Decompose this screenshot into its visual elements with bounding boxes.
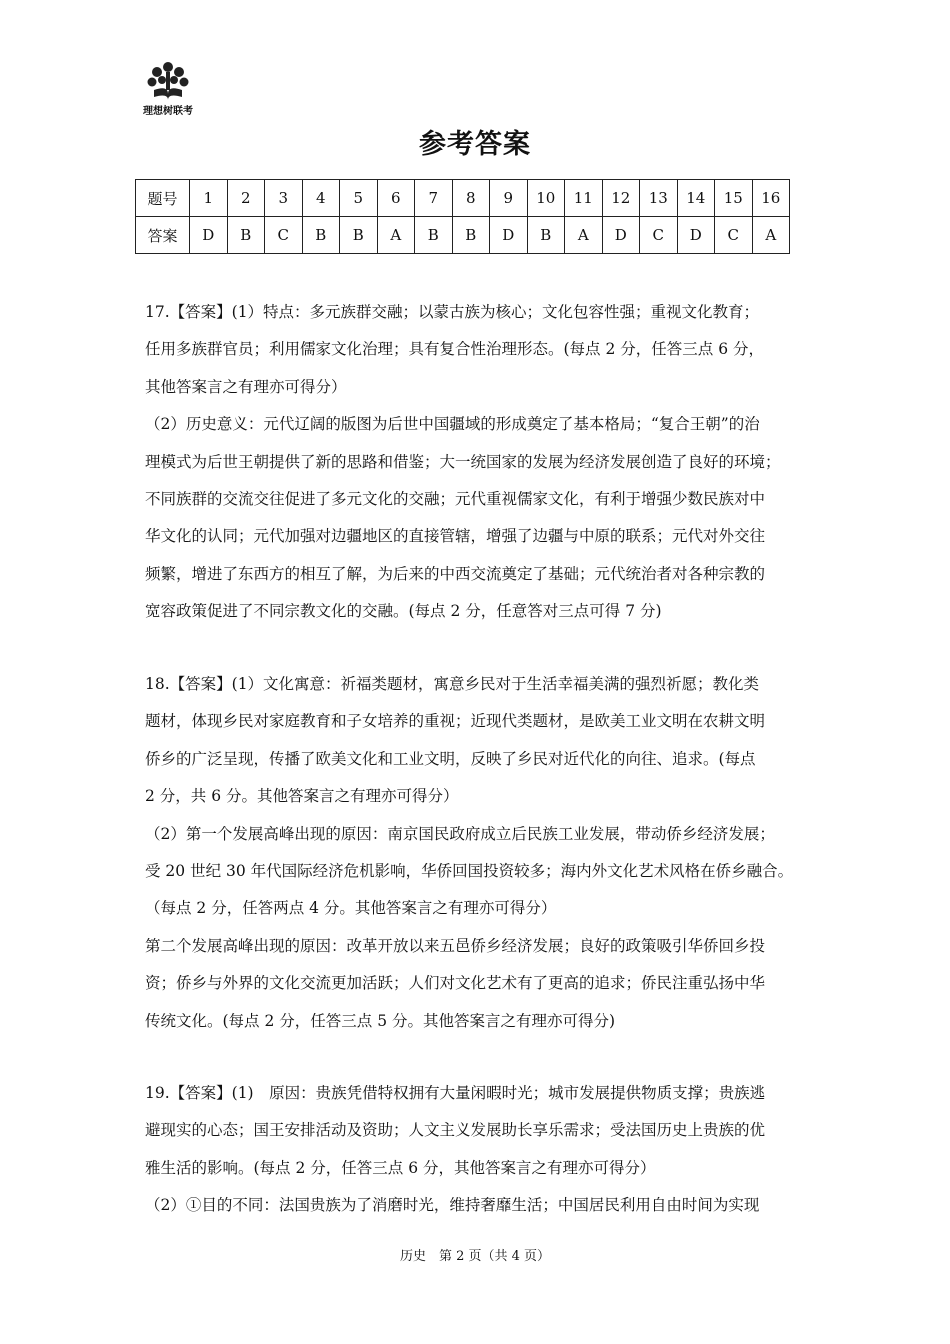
question-number: 14	[677, 180, 715, 217]
question-number: 5	[340, 180, 378, 217]
logo	[132, 60, 204, 122]
text-line: 19.【答案】(1) 原因：贵族凭借特权拥有大量闲暇时光；城市发展提供物质支撑；贵族逃	[145, 1084, 766, 1102]
text-line: 2 分，共 6 分。其他答案言之有理亦可得分）	[145, 787, 459, 806]
answer-cell: B	[340, 217, 378, 254]
text-line: 资；侨乡与外界的文化交流更加活跃；人们对文化艺术有了更高的追求；侨民注重弘扬中华	[145, 974, 766, 993]
question-number: 12	[602, 180, 640, 217]
text-line: 不同族群的交流交往促进了多元文化的交融；元代重视儒家文化，有利于增强少数民族对中	[145, 490, 766, 509]
answer-cell: A	[752, 217, 790, 254]
number-row-header: 题号	[136, 180, 190, 217]
question-number: 15	[715, 180, 753, 217]
question-number: 9	[490, 180, 528, 217]
answer-17	[145, 294, 815, 631]
answer-cell: B	[527, 217, 565, 254]
text-line: 宽容政策促进了不同宗教文化的交融。(每点 2 分，任意答对三点可得 7 分)	[145, 602, 662, 621]
text-line: 18.【答案】(1）文化寓意：祈福类题材，寓意乡民对于生活幸福美满的强烈祈愿；教化类	[145, 675, 760, 693]
text-line: （2）①目的不同：法国贵族为了消磨时光，维持奢靡生活；中国居民利用自由时间为实现	[145, 1196, 760, 1215]
text-line: 其他答案言之有理亦可得分）	[145, 377, 347, 396]
text-line: （2）历史意义：元代辽阔的版图为后世中国疆域的形成奠定了基本格局；“复合王朝”的治	[145, 415, 760, 434]
answer-cell: D	[190, 217, 228, 254]
text-line: 华文化的认同；元代加强对边疆地区的直接管辖，增强了边疆与中原的联系；元代对外交往	[145, 527, 766, 546]
text-line: 17.【答案】(1）特点：多元族群交融；以蒙古族为核心；文化包容性强；重视文化教育；	[145, 303, 760, 321]
text-line: 传统文化。(每点 2 分，任答三点 5 分。其他答案言之有理亦可得分)	[145, 1011, 616, 1030]
answer-table	[135, 179, 790, 254]
text-line: 题材，体现乡民对家庭教育和子女培养的重视；近现代类题材，是欧美工业文明在农耕文明	[145, 712, 766, 731]
text-line: 受 20 世纪 30 年代国际经济危机影响，华侨回国投资较多；海内外文化艺术风格在侨乡融合。	[145, 862, 794, 881]
text-line: 第二个发展高峰出现的原因：改革开放以来五邑侨乡经济发展；良好的政策吸引华侨回乡投	[145, 936, 766, 955]
question-number: 13	[640, 180, 678, 217]
text-line: 侨乡的广泛呈现，传播了欧美文化和工业文明，反映了乡民对近代化的向往、追求。(每点	[145, 749, 756, 768]
answer-cell: C	[640, 217, 678, 254]
page-footer: 历史 第 2 页（共 4 页）	[399, 1249, 551, 1264]
logo-text: 理想树联考	[143, 106, 193, 117]
answer-cell: B	[452, 217, 490, 254]
answer-18	[145, 666, 815, 1040]
text-line: （2）第一个发展高峰出现的原因：南京国民政府成立后民族工业发展，带动侨乡经济发展；	[145, 824, 775, 843]
question-number: 3	[265, 180, 303, 217]
question-number: 6	[377, 180, 415, 217]
answer-row-header: 答案	[136, 217, 190, 254]
answer-cell: D	[677, 217, 715, 254]
text-line: 任用多族群官员；利用儒家文化治理；具有复合性治理形态。(每点 2 分，任答三点 6 分，	[145, 340, 764, 359]
answer-cell: A	[377, 217, 415, 254]
answer-cell: D	[490, 217, 528, 254]
question-number: 2	[227, 180, 265, 217]
answer-cell: B	[415, 217, 453, 254]
text-line: 雅生活的影响。(每点 2 分，任答三点 6 分，其他答案言之有理亦可得分）	[145, 1158, 656, 1177]
number-row	[136, 180, 790, 217]
question-number: 7	[415, 180, 453, 217]
text-line: 避现实的心态；国王安排活动及资助；人文主义发展助长享乐需求；受法国历史上贵族的优	[145, 1121, 766, 1140]
question-number: 8	[452, 180, 490, 217]
answer-cell: A	[565, 217, 603, 254]
answer-row	[136, 217, 790, 254]
answer-cell: D	[602, 217, 640, 254]
answer-cell: C	[715, 217, 753, 254]
answer-cell: C	[265, 217, 303, 254]
question-number: 11	[565, 180, 603, 217]
text-line: 理模式为后世王朝提供了新的思路和借鉴；大一统国家的发展为经济发展创造了良好的环境；	[145, 452, 781, 471]
tree-book-icon	[146, 60, 190, 102]
question-number: 1	[190, 180, 228, 217]
answer-cell: B	[227, 217, 265, 254]
answer-19	[145, 1075, 815, 1225]
answer-cell: B	[302, 217, 340, 254]
question-number: 16	[752, 180, 790, 217]
question-number: 10	[527, 180, 565, 217]
text-line: （每点 2 分，任答两点 4 分。其他答案言之有理亦可得分）	[145, 899, 557, 918]
text-line: 频繁，增进了东西方的相互了解，为后来的中西交流奠定了基础；元代统治者对各种宗教的	[145, 564, 766, 583]
page-title: 参考答案	[419, 129, 531, 160]
question-number: 4	[302, 180, 340, 217]
